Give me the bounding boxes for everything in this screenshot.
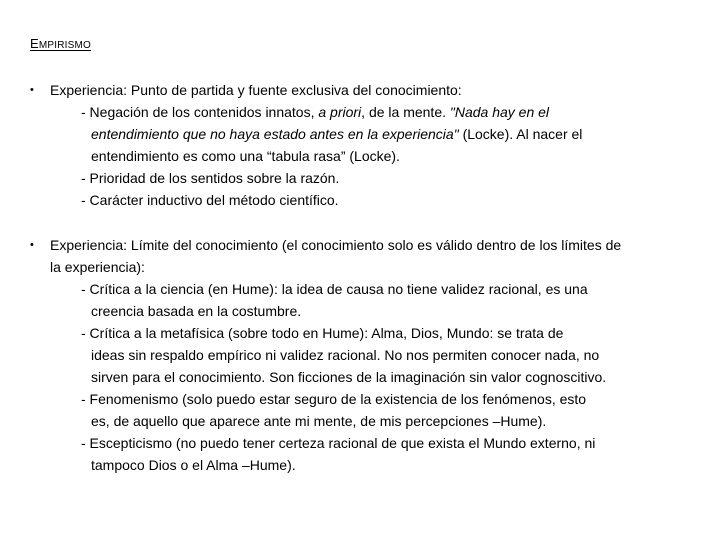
section2-item-phenomenism: - Fenomenismo (solo puedo estar seguro de la existencia de los fenómenos, esto [81, 391, 587, 407]
section1-item-innate-quote-end: entendimiento que no haya estado antes en la experiencia" [91, 126, 459, 142]
section2-item-metaphysics-line2: ideas sin respaldo empírico ni validez racional. No nos permiten conocer nada, no [91, 347, 600, 363]
bullet-icon: • [30, 239, 34, 251]
section-experience-limit [30, 234, 695, 476]
section1-item-innate-line3: entendimiento es como una “tabula rasa” (Locke). [91, 148, 400, 164]
section1-item-inductive: - Carácter inductivo del método científico. [81, 192, 339, 208]
section2-heading-line2: la experiencia): [50, 259, 145, 275]
section2-item-science-line2: creencia basada en la costumbre. [91, 303, 302, 319]
section1-item-innate [30, 101, 695, 123]
title-rest: MPIRISMO [38, 40, 92, 51]
section1-item-innate-line2 [30, 123, 695, 145]
section1-item-innate-text-c: , de la mente. [361, 104, 450, 120]
slide-title [30, 36, 91, 51]
section2-item-skepticism-line2: tampoco Dios o el Alma –Hume). [91, 457, 296, 473]
section1-item-innate-apriori: a priori [318, 104, 362, 120]
section1-item-innate-text-a: - Negación de los contenidos innatos, [81, 104, 319, 120]
bullet-icon: • [30, 84, 34, 96]
section1-heading: Experiencia: Punto de partida y fuente exclusiva del conocimiento: [50, 82, 462, 98]
section2-heading-line [30, 234, 695, 256]
section2-item-phenomenism-line2: es, de aquello que aparece ante mi mente, de mis percepciones –Hume). [91, 413, 547, 429]
section1-heading-line [30, 79, 695, 101]
section1-item-innate-locke: (Locke). Al nacer el [458, 126, 583, 142]
section2-item-metaphysics: - Crítica a la metafísica (sobre todo en Hume): Alma, Dios, Mundo: se trata de [81, 325, 564, 341]
section-experience-source [30, 79, 695, 211]
section2-item-skepticism: - Escepticismo (no puedo tener certeza racional de que exista el Mundo externo, ni [81, 435, 596, 451]
section2-heading: Experiencia: Límite del conocimiento (el conocimiento solo es válido dentro de los límites de [50, 237, 622, 253]
title-initial: E [30, 36, 39, 51]
section2-item-metaphysics-line3: sirven para el conocimiento. Son ficciones de la imaginación sin valor cognoscitivo. [91, 369, 607, 385]
section1-item-senses: - Prioridad de los sentidos sobre la razón. [81, 170, 340, 186]
section1-item-innate-quote-start: "Nada hay en el [449, 104, 550, 120]
section2-item-science: - Crítica a la ciencia (en Hume): la idea de causa no tiene validez racional, es una [81, 281, 588, 297]
